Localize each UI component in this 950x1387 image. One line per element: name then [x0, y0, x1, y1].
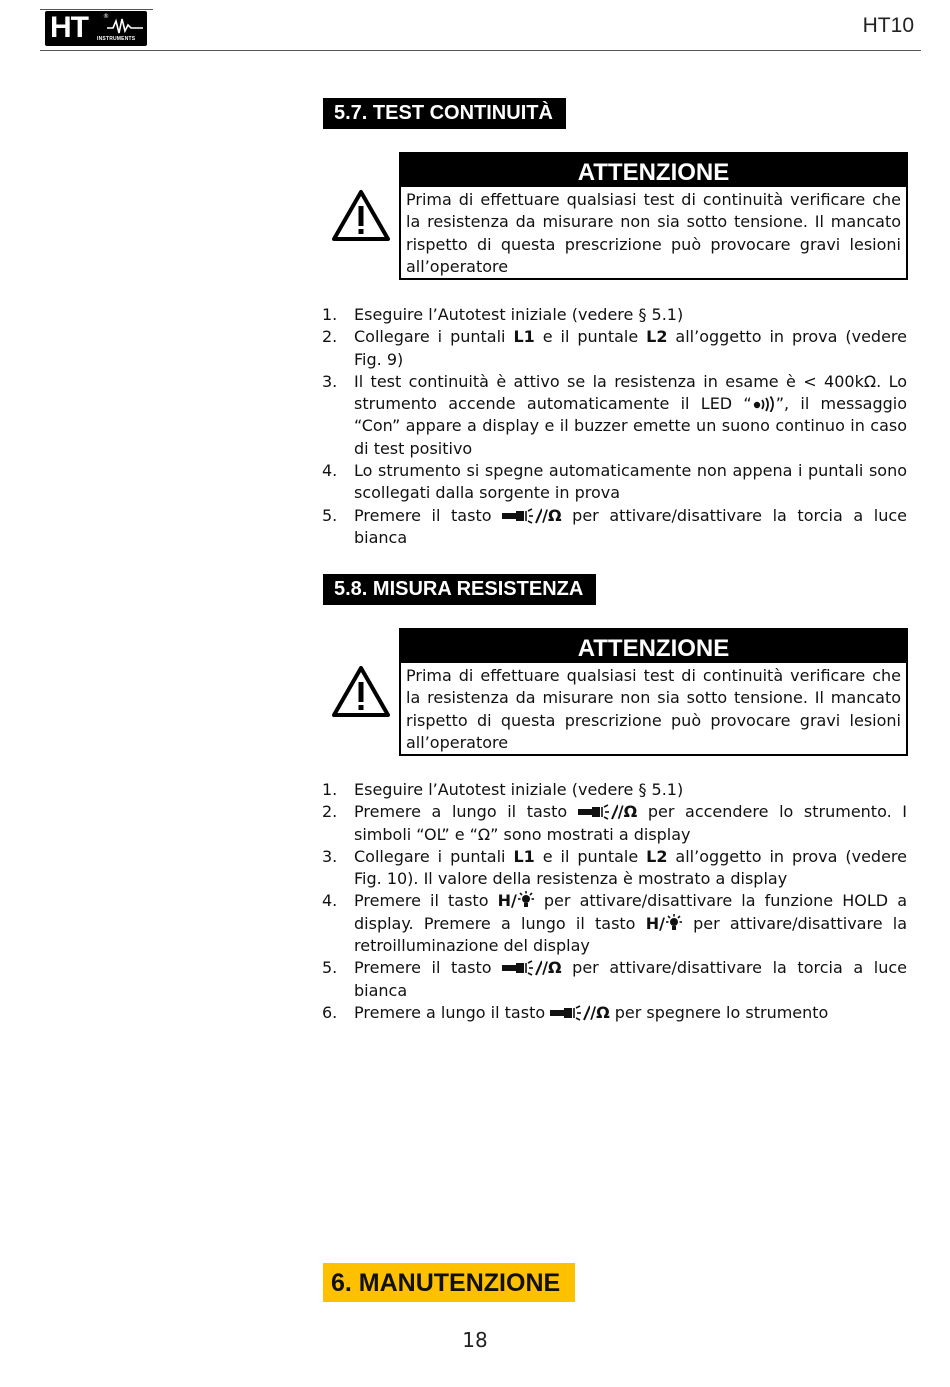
logo-top-rule [40, 9, 153, 10]
logo-subtext: INSTRUMENTS [97, 36, 136, 42]
torch-icon [550, 1005, 590, 1021]
section-title-resistance: 5.8. MISURA RESISTENZA [323, 574, 596, 605]
warning-triangle-icon [331, 188, 391, 243]
buzzer-led-icon [752, 396, 776, 412]
list-item: 5. Premere il tasto /Ω per attivare/disattivare la torcia a luce bianca [322, 505, 908, 547]
model-name: HT10 [862, 14, 914, 37]
backlight-bulb-icon [517, 891, 535, 909]
logo-registered-mark: ® [103, 13, 109, 20]
warning-box [399, 628, 908, 756]
ht-instruments-logo [45, 11, 147, 46]
page-number: 18 [462, 1328, 488, 1352]
list-item: 2. Collegare i puntali L1 e il puntale L2 all’oggetto in prova (vedere Fig. 9) [322, 327, 908, 369]
list-item: 4. Premere il tasto H/ per attivare/disattivare la funzione HOLD a display. Premere a lungo il tasto H/ per attivare/disattivare la retroilluminazione del display [322, 891, 907, 956]
continuity-steps-list [322, 304, 907, 549]
warning-text: Prima di effettuare qualsiasi test di continuità verificare che la resistenza da misurare non sia sotto tensione. Il mancato rispetto di questa prescrizione può provocare gravi lesioni all’operatore [406, 666, 901, 752]
torch-icon [502, 960, 542, 976]
list-item: 5. Premere il tasto /Ω per attivare/disattivare la torcia a luce bianca [322, 958, 908, 1000]
list-item: 2. Premere a lungo il tasto /Ω per accendere lo strumento. I simboli “OL” e “Ω” sono mostrati a display [322, 802, 907, 844]
warning-triangle-icon [331, 664, 391, 719]
backlight-bulb-icon [665, 914, 683, 932]
warning-title: ATTENZIONE [401, 630, 906, 663]
logo-waveform-icon [107, 17, 143, 35]
warning-title: ATTENZIONE [401, 154, 906, 187]
list-item: 1. Eseguire l’Autotest iniziale (vedere § 5.1) [322, 780, 684, 799]
list-item: 6. Premere a lungo il tasto /Ω per spegnere lo strumento [322, 1002, 829, 1022]
header-rule [40, 50, 921, 51]
list-item: 3. Il test continuità è attivo se la resistenza in esame è < 400kΩ. Lo strumento accende automaticamente il LED “ ”, il messaggio “Con” appare a display e il buzzer emette un suono continuo in caso di test positivo [322, 371, 908, 458]
torch-icon [578, 804, 618, 820]
list-item: 3. Collegare i puntali L1 e il puntale L2 all’oggetto in prova (vedere Fig. 10). Il valore della resistenza è mostrato a display [322, 846, 908, 889]
torch-icon [502, 508, 542, 524]
warning-text: Prima di effettuare qualsiasi test di continuità verificare che la resistenza da misurare non sia sotto tensione. Il mancato rispetto di questa prescrizione può provocare gravi lesioni all’operatore [406, 190, 901, 276]
list-item: 4. Lo strumento si spegne automaticamente non appena i puntali sono scollegati dalla sorgente in prova [322, 461, 907, 503]
list-item: 1. Eseguire l’Autotest iniziale (vedere § 5.1) [322, 305, 684, 324]
section-title-continuity: 5.7. TEST CONTINUITÀ [323, 98, 566, 129]
warning-box [399, 152, 908, 280]
resistance-steps-list [322, 779, 907, 1024]
chapter-title: 6. MANUTENZIONE [323, 1263, 575, 1302]
logo-text: HT [50, 11, 88, 44]
